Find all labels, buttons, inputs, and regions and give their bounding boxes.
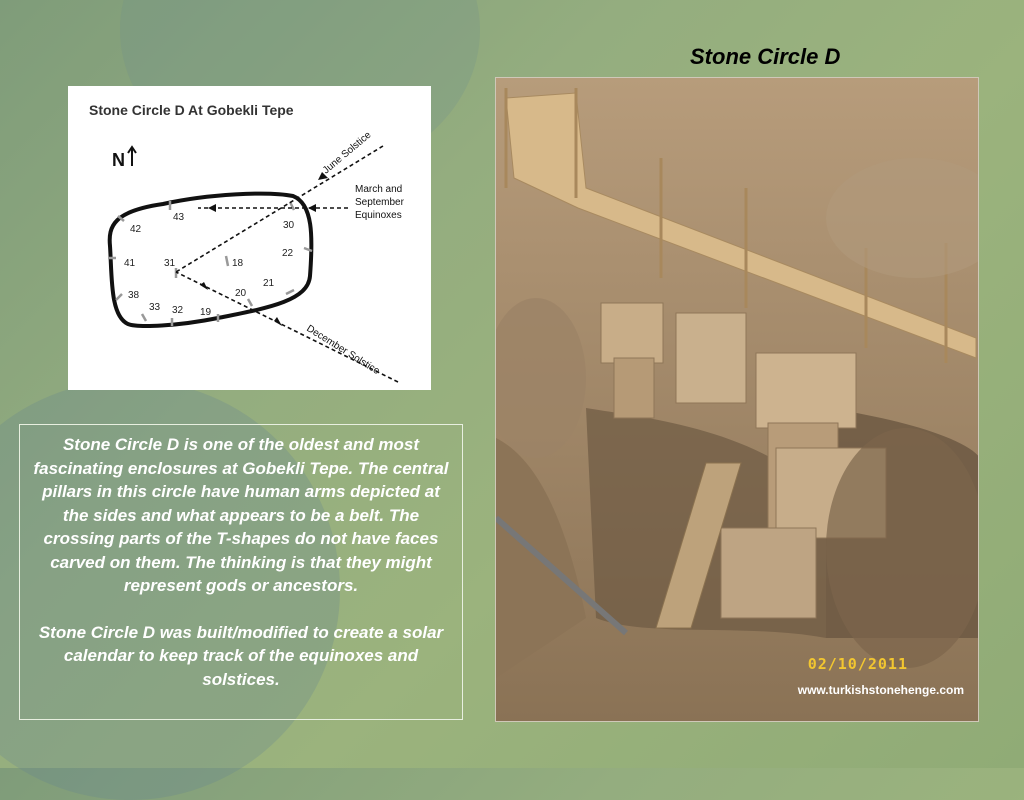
photo-watermark: www.turkishstonehenge.com [797, 683, 964, 697]
description-paragraph-1: Stone Circle D is one of the oldest and most fascinating enclosures at Gobekli Tepe. The central pillars in this circle have human arms depicted at the sides and what appears to be a belt. The crossing parts of the T-shapes do not have faces carved on them. The thinking is that they might represent gods or ancestors. [33, 435, 449, 595]
description-paragraph-2: Stone Circle D was built/modified to create a solar calendar to keep track of the equinoxes and solstices. [38, 622, 444, 689]
pillar-label: 30 [283, 220, 295, 231]
stone-circle-diagram [68, 86, 431, 390]
slide-title: Stone Circle D [690, 44, 841, 69]
pillar-label: 43 [173, 212, 185, 223]
t-pillar-stone [676, 313, 746, 403]
pillar-label: 19 [200, 307, 212, 318]
t-pillar-stone [614, 358, 654, 418]
t-pillar-stone [721, 528, 816, 618]
equinox-label-line1: March and [355, 184, 403, 195]
description-box [19, 424, 463, 720]
pillar-label: 21 [263, 278, 275, 289]
excavation-photo [495, 77, 979, 722]
north-label: N [112, 150, 125, 170]
equinox-label-line3: Equinoxes [355, 210, 402, 221]
t-pillar-stone [601, 303, 663, 363]
june-solstice-label: June Solstice [320, 129, 374, 177]
pillar-label: 42 [130, 224, 142, 235]
pillar-label: 38 [128, 290, 140, 301]
pillar-label: 22 [282, 248, 294, 259]
equinox-label-line2: September [355, 197, 404, 208]
pillar-label: 41 [124, 258, 136, 269]
t-pillar-stone [756, 353, 856, 428]
pillar-label: 31 [164, 258, 176, 269]
photo-date-stamp: 02/10/2011 [807, 655, 908, 673]
diagram-title: Stone Circle D At Gobekli Tepe [89, 102, 294, 118]
pillar-label: 33 [149, 302, 161, 313]
december-solstice-label: December Solstice [304, 323, 382, 378]
north-arrow-icon [128, 147, 136, 166]
pillar-label: 18 [232, 258, 244, 269]
pillar-label: 32 [172, 305, 184, 316]
pillar-label: 20 [235, 288, 247, 299]
